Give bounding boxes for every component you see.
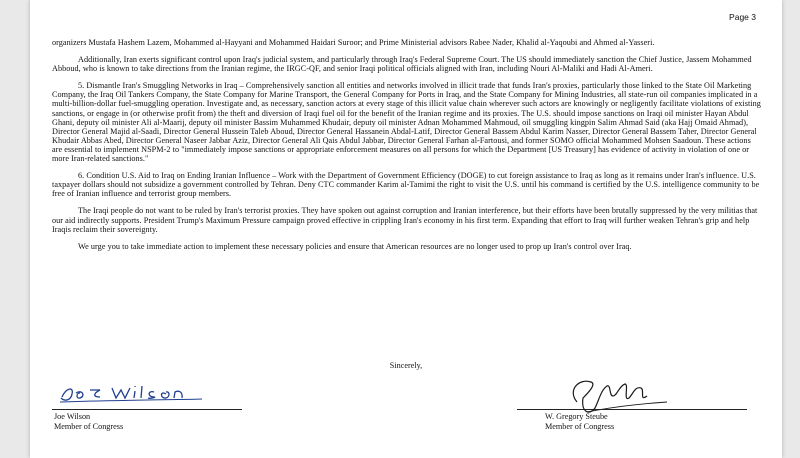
signer-title: Member of Congress: [545, 422, 615, 431]
paragraph: We urge you to take immediate action to implement these necessary policies and ensure that American resources are no longer used to prop up Iran's control over Iraq.: [78, 241, 632, 251]
signature-block-left: [52, 380, 252, 440]
paragraph: Additionally, Iran exerts significant control upon Iraq's judicial system, and particularly through Iraq's Federal Supreme Court. The US should immediately sanction the Chief Justice, Jassem Mohammed Abboud, who is known to take directions from the Iranian regime, the IRGC-QF, and senior Iraqi political officials aligned with Iran, including Nouri Al-Maliki and Hadi Al-Ameri.: [52, 55, 752, 74]
page-number: Page 3: [729, 12, 756, 22]
signature-line: [52, 409, 242, 410]
signature-block-right: [517, 380, 757, 440]
paragraph: organizers Mustafa Hashem Lazem, Mohammed al-Hayyani and Mohammed Haidari Suroor; and Prime Ministerial advisors Rabee Nader, Khalid al-Yaqoubi and Ahmed al-Yasseri.: [52, 38, 655, 47]
paragraph: 5. Dismantle Iran's Smuggling Networks in Iraq – Comprehensively sanction all entities and networks involved in illicit trade that funds Iran's proxies, particularly those linked to the State Oil Marketing Company, the Iraq Oil Tankers Company, the State Company for Marine Transport, the General Company for Ports in Iraq, and the State Company for Mining Industries, all state-run oil companies implicated in a multi-billion-dollar fuel-smuggling operation. Investigate and, as necessary, sanction actors at every stage of this illicit value chain wherever such actors are knowingly or negligently facilitate violations of existing sanctions, or engage in (or otherwise profit from) the theft and diversion of Iraqi fuel oil for the benefit of the Iranian regime and its proxies. The U.S. should impose sanctions on Iraqi oil minister Hayan Abdul Ghani, deputy oil minister Ali al-Maarij, deputy oil minister Bassim Muhammed Khudair, deputy oil minister Adnan Mohammed Mahmoud, oil smuggling kingpin Salim Ahmad Said (aka Hajj Omaid Ahmad), Director General Majid al-Saadi, Director General Hussein Taleb Aboud, Director General Hassanein Abdal-Latif, Director General Bassem Abdul Karim Nasser, Director General Bassem Taher, Director General Khudair Abbas Abed, Director General Naseer Jabbar Aziz, Director General Ali Qais Abdul Jabbar, Director General Farhan al-Fartousi, and former SOMO official Mohammed Mohsen Saadoun. These actions are essential to implement NSPM-2 to "immediately impose sanctions or appropriate enforcement measures on all persons for which the Department [US Treasury] has evidence of activity in violation of one or more Iran-related sanctions.": [52, 81, 761, 164]
closing-salutation: Sincerely,: [389, 361, 423, 370]
paragraph: The Iraqi people do not want to be ruled by Iran's terrorist proxies. They have spoken out against corruption and Iranian interference, but their efforts have been brutally suppressed by the very militias that our aid indirectly supports. President Trump's Maximum Pressure campaign proved effective in crippling Iran's economy in his first term. Expanding that effort to Iraq will further weaken Tehran's grip and help Iraqis reclaim their sovereignty.: [52, 206, 758, 234]
signature-line: [517, 409, 747, 410]
signer-name: Joe Wilson: [54, 412, 91, 421]
signer-title: Member of Congress: [54, 422, 124, 431]
document-page: [30, 0, 782, 458]
paragraph: 6. Condition U.S. Aid to Iraq on Ending Iranian Influence – Work with the Department of Government Efficiency (DOGE) to cut foreign assistance to Iraq as long as it remains under Iran's influence. U.S. taxpayer dollars should not subsidize a government controlled by Tehran. Deny CTC commander Karim al-Tamimi the right to visit the U.S. until his command is certified by the U.S. intelligence community to be free of Iranian influence and terrorist group members.: [52, 171, 760, 199]
signer-name: W. Gregory Steube: [545, 412, 608, 421]
handwritten-signature: [52, 380, 252, 410]
letter-body: [52, 38, 762, 259]
